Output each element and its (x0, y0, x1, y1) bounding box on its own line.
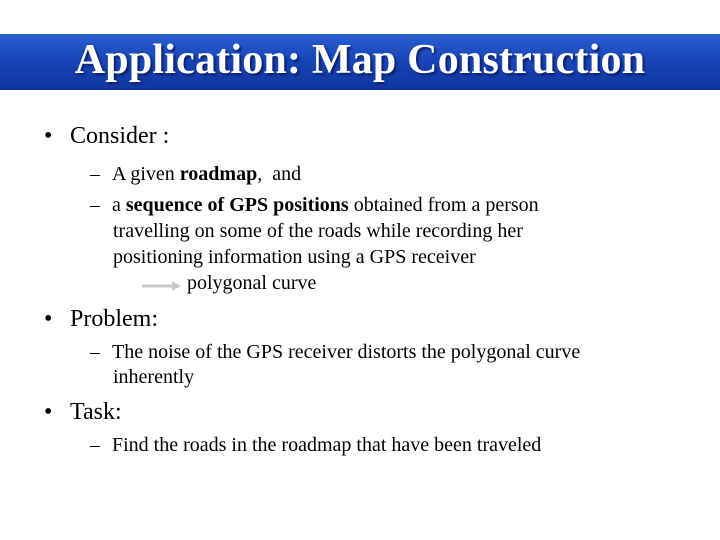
sub-bullet-find-roads (90, 433, 541, 457)
text-segment: The noise of the GPS receiver distorts the polygonal curve (112, 341, 581, 363)
dash: – (90, 434, 100, 456)
title-bar (0, 34, 720, 90)
bullet-dot: • (44, 399, 53, 425)
bullet-problem (44, 305, 158, 333)
bullet-task (44, 398, 122, 426)
bullet-consider (44, 122, 169, 150)
bold-term-roadmap: roadmap (179, 163, 258, 185)
bullet-task-label: Task: (70, 399, 122, 425)
text-segment: , and (257, 163, 302, 185)
sub-bullet-noise-line2: inherently (113, 366, 195, 388)
bullet-dot: • (44, 306, 53, 332)
text-segment: a (112, 194, 126, 216)
bullet-dot: • (44, 123, 53, 149)
sub-bullet-gps-line3: positioning information using a GPS receiver (113, 246, 476, 268)
sub-bullet-gps (90, 193, 539, 217)
bold-term-gps-positions: sequence of GPS positions (125, 194, 349, 216)
dash: – (90, 194, 100, 216)
text-segment: A given (112, 163, 180, 185)
sub-bullet-gps-line4: polygonal curve (187, 272, 317, 294)
sub-bullet-roadmap (90, 162, 301, 186)
dash: – (90, 341, 100, 363)
sub-bullet-gps-line2: travelling on some of the roads while recording her (113, 220, 523, 242)
text-segment: obtained from a person (348, 194, 539, 216)
dash: – (90, 163, 100, 185)
bullet-problem-label: Problem: (70, 306, 158, 332)
slide-title: Application: Map Construction (74, 37, 646, 83)
text-segment: Find the roads in the roadmap that have been traveled (112, 434, 542, 456)
right-arrow-icon (142, 278, 182, 292)
sub-bullet-noise (90, 340, 580, 364)
bullet-consider-label: Consider : (70, 123, 170, 149)
